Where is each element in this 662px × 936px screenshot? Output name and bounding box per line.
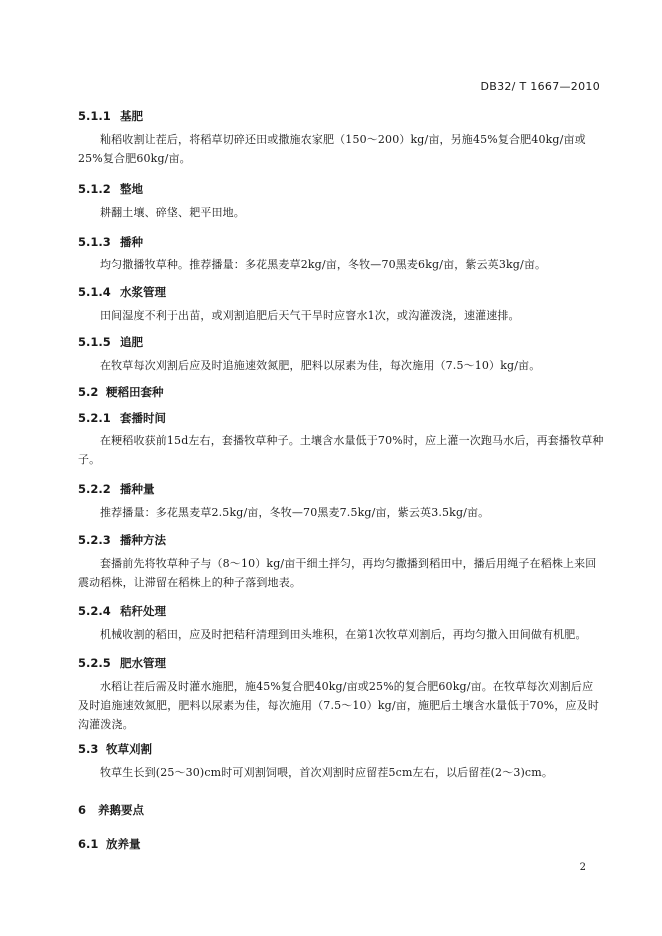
section-title: 水浆管理	[120, 285, 166, 299]
section-number: 5.1.4	[78, 285, 111, 299]
section-heading-5-2-2	[78, 481, 155, 497]
section-number: 5.2.1	[78, 411, 111, 425]
section-title: 牧草刈割	[106, 742, 152, 756]
section-heading-5-3	[78, 741, 152, 757]
section-title: 套播时间	[120, 411, 166, 425]
section-body-5-1-3: 均匀撒播牧草种。推荐播量：多花黑麦草2kg/亩，冬牧—70黑麦6kg/亩，紫云英3kg/亩。	[100, 258, 547, 271]
section-number: 5.1.3	[78, 235, 111, 249]
section-number: 6	[78, 803, 87, 817]
section-heading-5-2	[78, 384, 164, 400]
section-number: 5.2	[78, 385, 99, 399]
section-body-5-1-1: 籼稻收割让茬后，将稻草切碎还田或撒施农家肥（150～200）kg/亩，另施45%复合肥40kg/亩或25%复合肥60kg/亩。	[78, 133, 586, 165]
section-number: 5.1.2	[78, 182, 111, 196]
section-heading-5-1-1	[78, 108, 143, 124]
section-body-5-3: 牧草生长到(25～30)cm时可刈割饲喂，首次刈割时应留茬5cm左右，以后留茬(2～3)cm。	[100, 766, 553, 779]
section-heading-5-1-4	[78, 284, 166, 300]
section-body-5-2-4: 机械收割的稻田，应及时把秸秆清理到田头堆积，在第1次牧草刈割后，再均匀撒入田间做有机肥。	[100, 628, 587, 641]
section-title: 播种量	[120, 482, 155, 496]
section-heading-5-2-5	[78, 655, 166, 671]
section-title: 整地	[120, 182, 143, 196]
section-number: 5.1.5	[78, 335, 111, 349]
section-body-5-2-3: 套播前先将牧草种子与（8～10）kg/亩干细土拌匀，再均匀撒播到稻田中，播后用绳子在稻株上来回震动稻株，让滞留在稻株上的种子落到地表。	[78, 557, 597, 589]
section-heading-5-1-2	[78, 181, 143, 197]
section-body-5-2-5: 水稻让茬后需及时灌水施肥，施45%复合肥40kg/亩或25%的复合肥60kg/亩。在牧草每次刈割后应及时追施速效氮肥，肥料以尿素为佳，每次施用（7.5～10）kg/亩，施肥后土壤含水量低于70%，应及时沟灌泼浇。	[78, 680, 599, 731]
section-title: 养鹅要点	[98, 803, 144, 817]
page-number: 2	[579, 862, 586, 873]
section-number: 5.2.4	[78, 604, 111, 618]
section-title: 基肥	[120, 109, 143, 123]
section-body-5-2-2: 推荐播量：多花黑麦草2.5kg/亩，冬牧—70黑麦7.5kg/亩，紫云英3.5kg/亩。	[100, 506, 490, 519]
section-body-5-2-1: 在粳稻收获前15d左右，套播牧草种子。土壤含水量低于70%时，应上灌一次跑马水后，再套播牧草种子。	[78, 434, 604, 466]
section-heading-6	[78, 802, 144, 818]
section-body-5-1-2: 耕翻土壤、碎垡、耙平田地。	[100, 206, 245, 219]
section-number: 5.2.5	[78, 656, 111, 670]
section-heading-5-2-4	[78, 603, 166, 619]
section-title: 放养量	[106, 837, 141, 851]
section-title: 秸秆处理	[120, 604, 166, 618]
section-heading-5-1-3	[78, 234, 143, 250]
section-heading-5-1-5	[78, 334, 143, 350]
section-title: 播种方法	[120, 533, 166, 547]
section-heading-5-2-3	[78, 532, 166, 548]
section-number: 6.1	[78, 837, 99, 851]
section-heading-6-1	[78, 836, 141, 852]
section-title: 播种	[120, 235, 143, 249]
section-title: 粳稻田套种	[106, 385, 164, 399]
section-body-5-1-4: 田间湿度不利于出苗，或刈割追肥后天气干旱时应窨水1次，或沟灌泼浇，速灌速排。	[100, 309, 520, 322]
section-number: 5.2.3	[78, 533, 111, 547]
section-body-5-1-5: 在牧草每次刈割后应及时追施速效氮肥，肥料以尿素为佳，每次施用（7.5～10）kg/亩。	[100, 359, 541, 372]
section-title: 肥水管理	[120, 656, 166, 670]
section-number: 5.1.1	[78, 109, 111, 123]
section-number: 5.3	[78, 742, 99, 756]
document-code: DB32/ T 1667—2010	[480, 80, 600, 93]
section-title: 追肥	[120, 335, 143, 349]
section-number: 5.2.2	[78, 482, 111, 496]
section-heading-5-2-1	[78, 410, 166, 426]
